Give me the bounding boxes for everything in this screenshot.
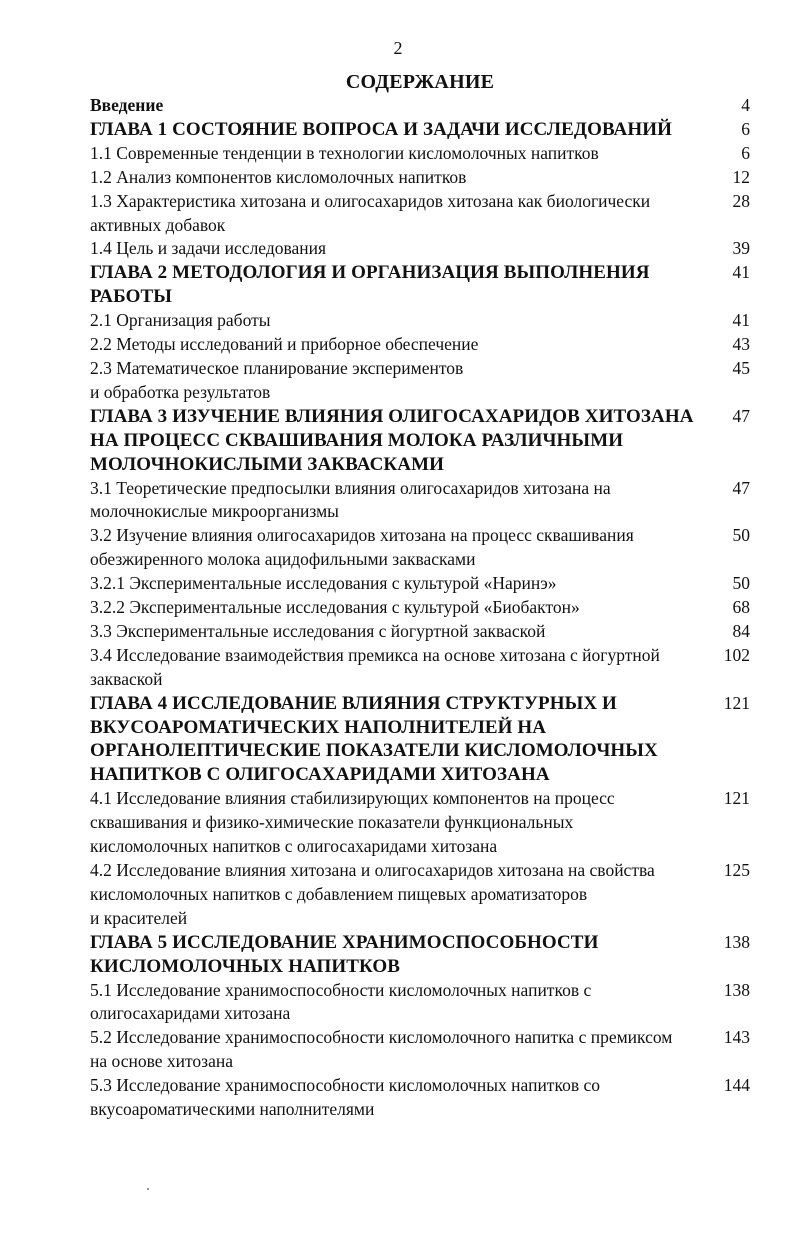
toc-entry-page: 138 — [723, 931, 750, 952]
page-number: 2 — [393, 38, 403, 58]
toc-entry-text: ГЛАВА 4 ИССЛЕДОВАНИЕ ВЛИЯНИЯ СТРУКТУРНЫХ И ВКУСОАРОМАТИЧЕСКИХ НАПОЛНИТЕЛЕЙ НА ОРГАНОЛЕПТИЧЕСКИЕ ПОКАЗАТЕЛИ КИСЛОМОЛОЧНЫХ НАПИТКОВ С ОЛИГОСАХАРИДАМИ ХИТОЗАНА — [90, 692, 658, 786]
toc-section-1-1 — [90, 142, 750, 166]
toc-entry-text: ГЛАВА 3 ИЗУЧЕНИЕ ВЛИЯНИЯ ОЛИГОСАХАРИДОВ ХИТОЗАНА НА ПРОЦЕСС СКВАШИВАНИЯ МОЛОКА РАЗЛИЧНЫМИ МОЛОЧНОКИСЛЫМИ ЗАКВАСКАМИ — [90, 405, 694, 475]
toc-entry-page: 43 — [732, 334, 750, 355]
toc-entry-page: 68 — [732, 597, 750, 618]
toc-entry-page: 121 — [723, 692, 750, 713]
toc-entry-introduction — [90, 94, 750, 118]
toc-entry-text: 5.2 Исследование хранимоспособности кисломолочного напитка с премиксом на основе хитозана — [90, 1027, 673, 1072]
toc-title: СОДЕРЖАНИЕ — [345, 71, 495, 93]
toc-section-4-1 — [90, 787, 750, 859]
toc-entry-text: 3.1 Теоретические предпосылки влияния олигосахаридов хитозана на молочнокислые микроорганизмы — [90, 477, 611, 522]
toc-entry-text: 3.2.1 Экспериментальные исследования с культурой «Наринэ» — [90, 573, 557, 594]
toc-section-3-1 — [90, 477, 750, 525]
toc-entry-text: 1.3 Характеристика хитозана и олигосахаридов хитозана как биологически активных добавок — [90, 190, 651, 235]
toc-entry-text: 5.3 Исследование хранимоспособности кисломолочных напитков со вкусоароматическими наполнителями — [90, 1075, 600, 1120]
toc-entry-page: 50 — [732, 525, 750, 546]
toc-section-5-2 — [90, 1026, 750, 1074]
toc-section-3-2-1 — [90, 572, 750, 596]
toc-entry-page: 138 — [723, 979, 750, 1000]
toc-entry-page: 102 — [723, 644, 750, 665]
toc-entry-text: 1.2 Анализ компонентов кисломолочных напитков — [90, 166, 467, 187]
toc-entry-page: 6 — [741, 118, 750, 139]
toc-entry-text: 1.4 Цель и задачи исследования — [90, 238, 327, 259]
toc-section-3-4 — [90, 644, 750, 692]
toc-entry-text: 4.2 Исследование влияния хитозана и олигосахаридов хитозана на свойства кисломолочных напитков с добавлением пищевых ароматизаторов и красителей — [90, 860, 655, 928]
scan-speck — [147, 1188, 149, 1190]
toc-entry-text: 3.2.2 Экспериментальные исследования с культурой «Биобактон» — [90, 597, 580, 618]
toc-chapter-5 — [90, 931, 750, 979]
toc-entry-text: Введение — [90, 95, 164, 115]
toc-entry-page: 6 — [741, 142, 750, 163]
toc-section-3-3 — [90, 620, 750, 644]
toc-chapter-4 — [90, 692, 750, 788]
toc-entry-text: 4.1 Исследование влияния стабилизирующих компонентов на процесс сквашивания и физико-химические показатели функциональных кисломолочных напитков с олигосахаридами хитозана — [90, 788, 615, 857]
toc-entry-page: 4 — [741, 95, 750, 115]
toc-entry-page: 41 — [732, 310, 750, 331]
toc-entry-page: 39 — [732, 238, 750, 259]
toc-entry-text: 2.3 Математическое планирование экспериментов и обработка результатов — [90, 357, 464, 402]
toc-entry-page: 84 — [732, 620, 750, 641]
toc-entry-text: ГЛАВА 5 ИССЛЕДОВАНИЕ ХРАНИМОСПОСОБНОСТИ КИСЛОМОЛОЧНЫХ НАПИТКОВ — [90, 931, 599, 977]
toc-entry-text: ГЛАВА 2 МЕТОДОЛОГИЯ И ОРГАНИЗАЦИЯ ВЫПОЛНЕНИЯ РАБОТЫ — [90, 262, 650, 308]
toc-chapter-1 — [90, 118, 750, 142]
table-of-contents — [90, 94, 750, 1122]
toc-section-5-3 — [90, 1074, 750, 1122]
toc-entry-text: 3.4 Исследование взаимодействия премикса на основе хитозана с йогуртной закваской — [90, 644, 660, 689]
toc-entry-text: 3.3 Экспериментальные исследования с йогуртной закваской — [90, 620, 546, 641]
toc-section-2-1 — [90, 309, 750, 333]
toc-entry-page: 50 — [732, 573, 750, 594]
toc-entry-text: 1.1 Современные тенденции в технологии кисломолочных напитков — [90, 142, 599, 163]
toc-section-1-2 — [90, 166, 750, 190]
toc-entry-text: 2.1 Организация работы — [90, 310, 271, 331]
toc-entry-page: 121 — [723, 788, 750, 809]
toc-entry-page: 12 — [732, 166, 750, 187]
toc-entry-page: 47 — [732, 477, 750, 498]
toc-chapter-2 — [90, 261, 750, 309]
toc-entry-page: 28 — [732, 190, 750, 211]
toc-section-2-3 — [90, 357, 750, 405]
toc-entry-page: 143 — [723, 1027, 750, 1048]
toc-chapter-3 — [90, 405, 750, 477]
toc-entry-text: 3.2 Изучение влияния олигосахаридов хитозана на процесс сквашивания обезжиренного молока ацидофильными заквасками — [90, 525, 634, 570]
toc-entry-page: 47 — [732, 405, 750, 426]
toc-section-5-1 — [90, 979, 750, 1027]
toc-section-3-2 — [90, 524, 750, 572]
toc-section-3-2-2 — [90, 596, 750, 620]
toc-section-4-2 — [90, 859, 750, 931]
toc-entry-text: 2.2 Методы исследований и приборное обеспечение — [90, 334, 479, 355]
toc-section-1-3 — [90, 190, 750, 238]
toc-entry-page: 45 — [732, 357, 750, 378]
toc-entry-text: ГЛАВА 1 СОСТОЯНИЕ ВОПРОСА И ЗАДАЧИ ИССЛЕДОВАНИЙ — [90, 118, 673, 140]
toc-entry-page: 144 — [723, 1075, 750, 1096]
toc-entry-page: 41 — [732, 262, 750, 283]
toc-entry-text: 5.1 Исследование хранимоспособности кисломолочных напитков с олигосахаридами хитозана — [90, 979, 592, 1024]
toc-entry-page: 125 — [723, 860, 750, 880]
toc-section-2-2 — [90, 333, 750, 357]
toc-section-1-4 — [90, 237, 750, 261]
